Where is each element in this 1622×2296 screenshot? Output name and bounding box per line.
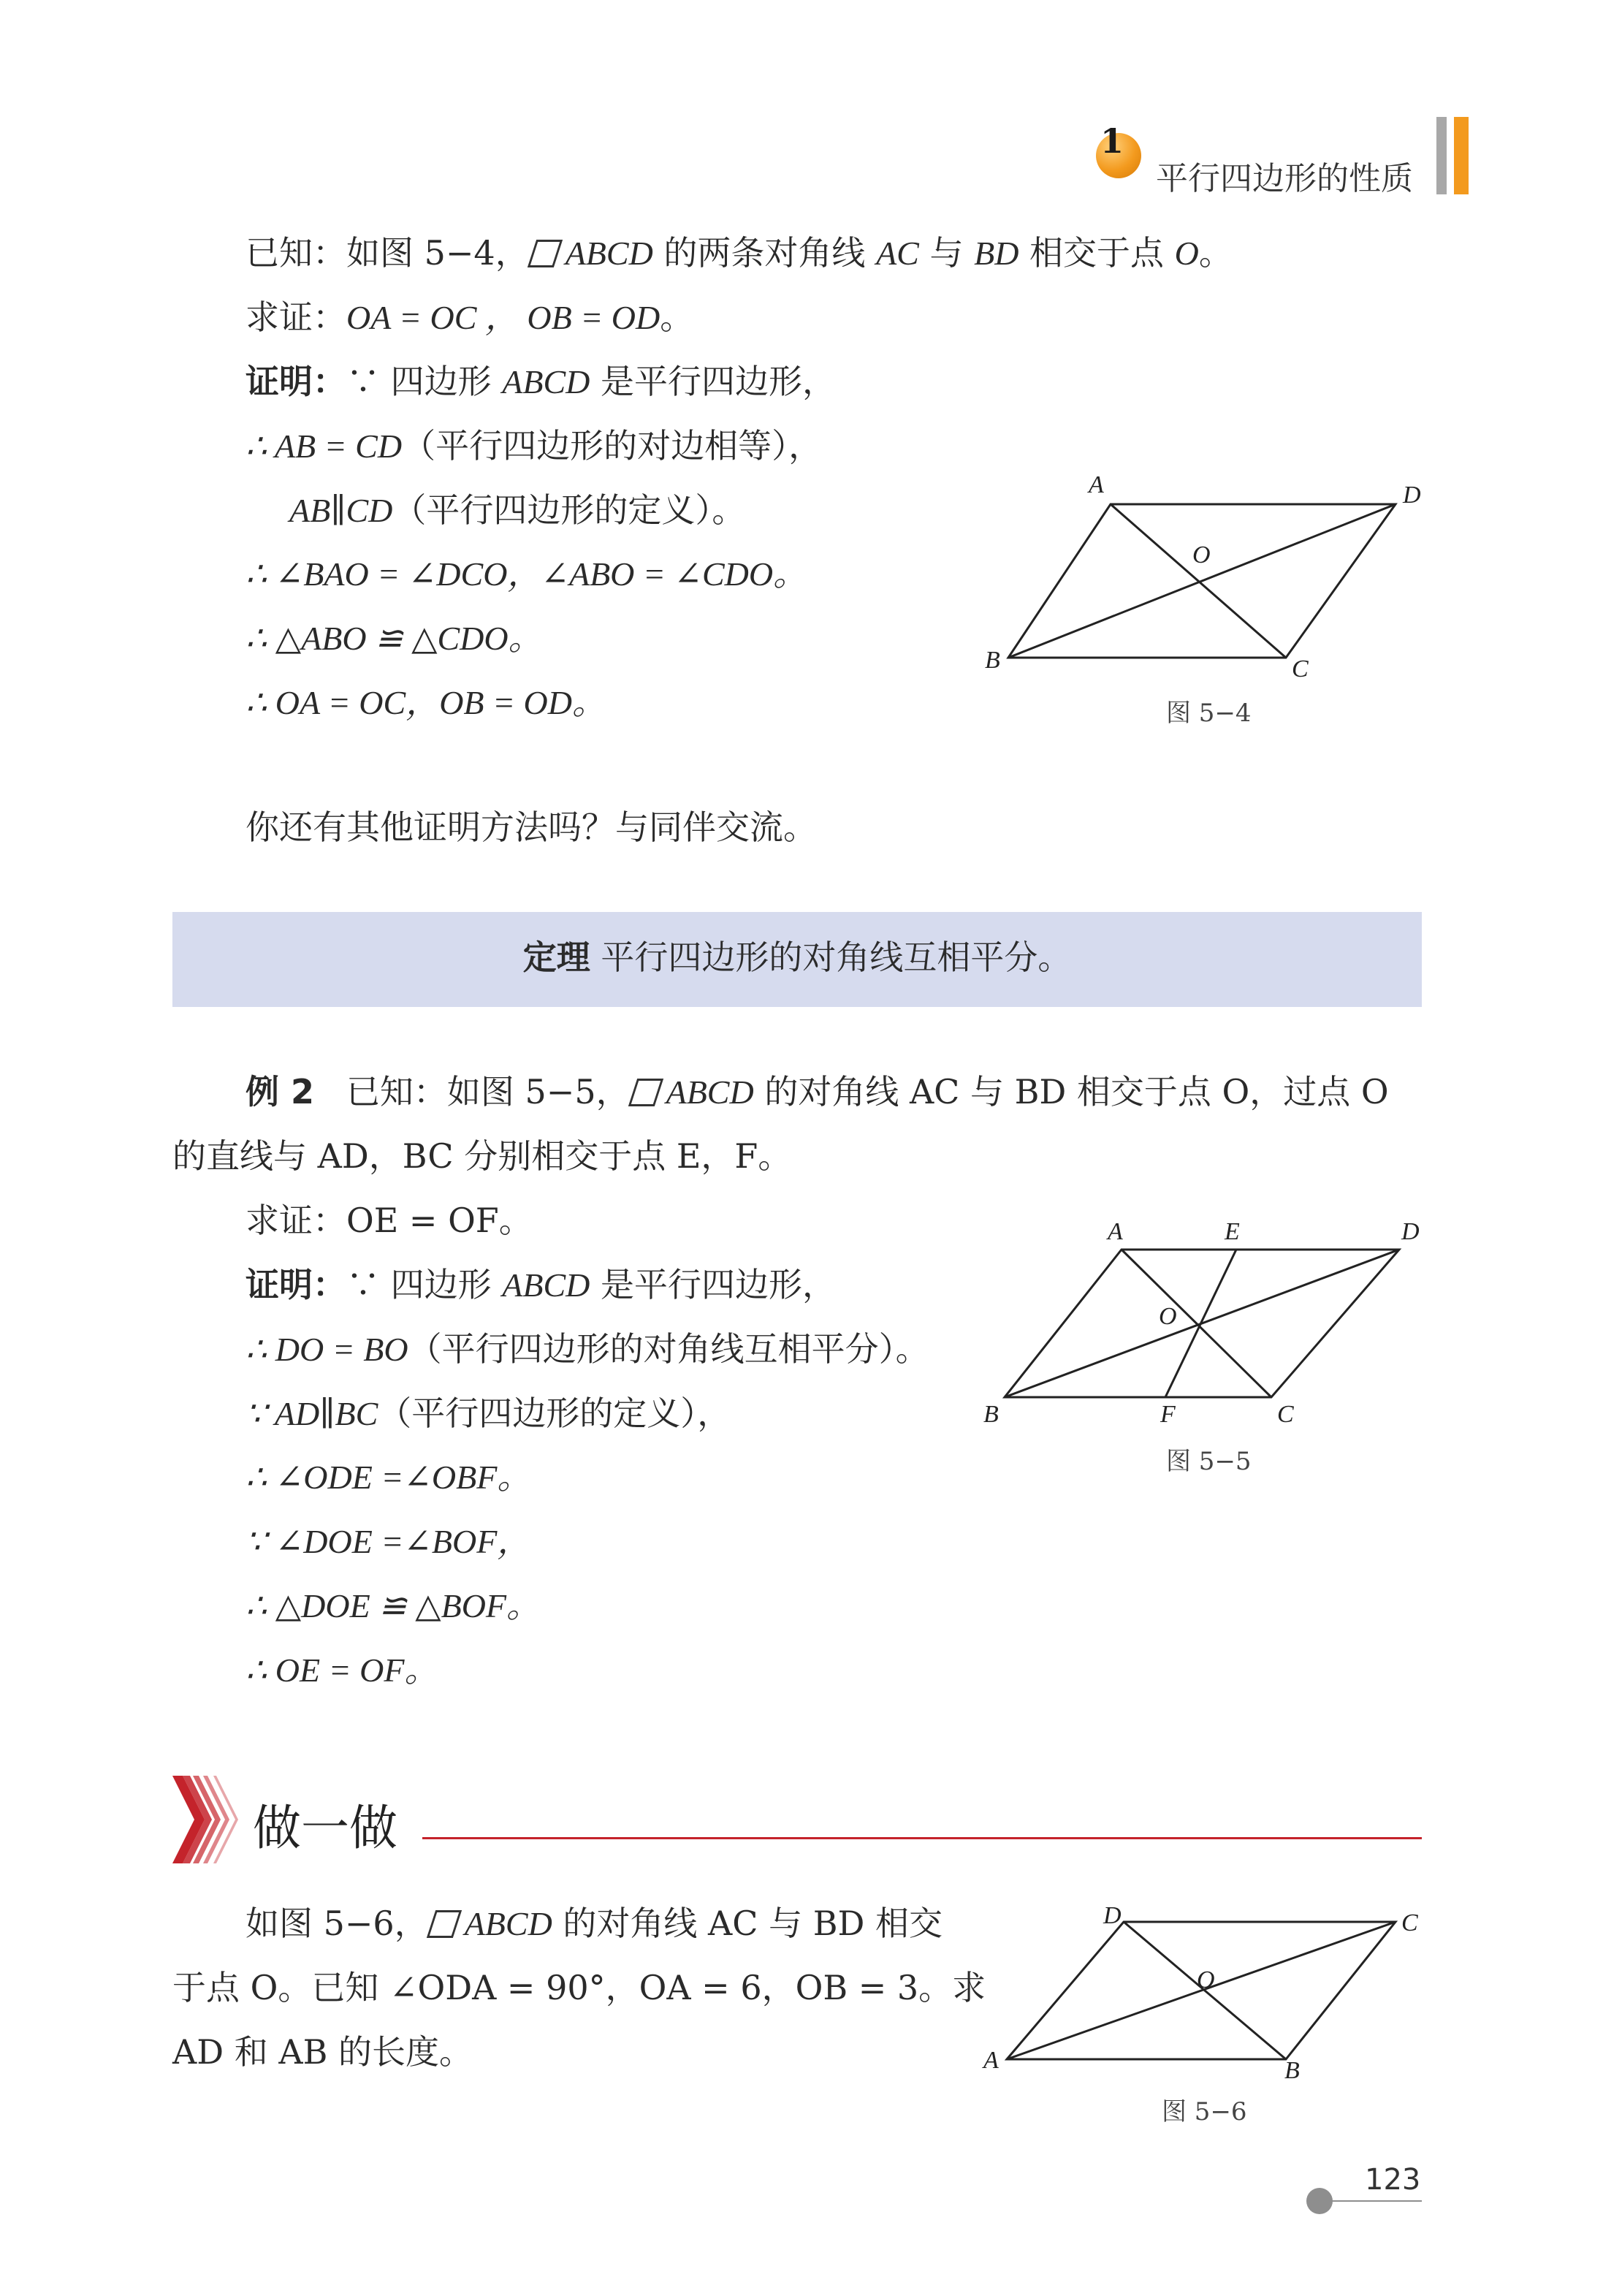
label-a: A (1089, 471, 1104, 498)
label-b: B (1284, 2057, 1300, 2083)
label-d: D (1403, 482, 1421, 509)
label-f: F (1160, 1401, 1176, 1425)
example2-proof-line-4: ∴ ∠ODE =∠OBF。 (245, 1459, 531, 1496)
label-c: C (1277, 1401, 1294, 1425)
proof-line-4: ∴ ∠BAO = ∠DCO，∠ABO = ∠CDO。 (245, 555, 807, 593)
given-line: 已知：如图 5−4， ABCD 的两条对角线 AC 与 BD 相交于点 O。 (245, 233, 1233, 273)
example2-proof-line-6: ∴ △DOE ≌ △BOF。 (245, 1587, 541, 1624)
figure-5-4-caption: 图 5−4 (1166, 699, 1252, 728)
proof-line-6: ∴ OA = OC，OB = OD。 (245, 684, 606, 721)
diagonal-ac (1111, 504, 1286, 658)
label-e: E (1225, 1218, 1240, 1245)
label-b: B (983, 1401, 999, 1425)
example2-given-line2: 的直线与 AD，BC 分别相交于点 E，F。 (172, 1136, 792, 1176)
proof-line-1: 证明：∵ 四边形 ABCD 是平行四边形， (245, 362, 836, 401)
parallelogram-icon (427, 1910, 462, 1938)
parallelogram-icon (528, 240, 563, 267)
label-a: A (983, 2047, 999, 2074)
chapter-number: 1 (1100, 121, 1124, 161)
label-c: C (1401, 1909, 1418, 1936)
figure-5-5-caption: 图 5−5 (1166, 1447, 1252, 1476)
chapter-badge (1096, 121, 1141, 178)
example2-proof-line-2: ∴ DO = BO（平行四边形的对角线互相平分）。 (245, 1329, 929, 1369)
label-d: D (1401, 1218, 1420, 1245)
proof-line-3: AB∥CD（平行四边形的定义）。 (289, 490, 746, 530)
example2-proof-line-5: ∵ ∠DOE =∠BOF， (245, 1523, 531, 1560)
activity-line-3: AD 和 AB 的长度。 (172, 2032, 473, 2072)
diagonal-bd (1008, 504, 1396, 658)
proof-line-5: ∴ △ABO ≌ △CDO。 (245, 620, 542, 657)
label-c: C (1292, 655, 1309, 683)
page-number: 123 (1365, 2163, 1421, 2197)
prove-line: 求证：OA = OC ， OB = OD。 (245, 297, 694, 337)
section-title: 平行四边形的性质 (1156, 160, 1413, 197)
footer-rule (1324, 2200, 1422, 2202)
diagonal-ac (1122, 1250, 1271, 1397)
activity-line-1: 如图 5−6， ABCD 的对角线 AC 与 BD 相交 (245, 1904, 943, 1943)
activity-line-2: 于点 O。已知 ∠ODA = 90°，OA = 6，OB = 3。求 (172, 1968, 986, 2007)
chevron-stripes-icon (172, 1774, 245, 1865)
figure-5-6 (972, 1893, 1469, 2083)
example2-proof-line-3: ∵ AD∥BC（平行四边形的定义）， (245, 1394, 731, 1433)
exchange-question: 你还有其他证明方法吗？与同伴交流。 (245, 807, 817, 847)
parallelogram-icon (628, 1079, 663, 1106)
example2-proof-line-7: ∴ OE = OF。 (245, 1651, 438, 1689)
proof-line-2: ∴ AB = CD（平行四边形的对边相等）， (245, 426, 823, 465)
label-b: B (985, 647, 1000, 674)
activity-title: 做一做 (253, 1800, 397, 1856)
figure-5-4 (979, 468, 1461, 687)
theorem-text: 定理 平行四边形的对角线互相平分。 (522, 938, 1072, 977)
figure-5-6-caption: 图 5−6 (1162, 2097, 1247, 2126)
example2-given-line1: 例 2 已知：如图 5−5， ABCD 的对角线 AC 与 BD 相交于点 O，过点 O (245, 1072, 1389, 1111)
example2-proof-line-1: 证明：∵ 四边形 ABCD 是平行四边形， (245, 1265, 836, 1304)
label-o: O (1159, 1303, 1177, 1330)
activity-rule (422, 1837, 1422, 1839)
label-o: O (1197, 1966, 1215, 1993)
label-a: A (1108, 1218, 1123, 1245)
label-d: D (1103, 1902, 1122, 1929)
label-o: O (1192, 541, 1211, 569)
header-bar-orange (1454, 117, 1469, 194)
theorem-box (172, 912, 1422, 1007)
example2-prove: 求证：OE = OF。 (245, 1201, 533, 1240)
figure-5-5 (979, 1206, 1461, 1425)
header-bar-gray (1436, 117, 1447, 194)
